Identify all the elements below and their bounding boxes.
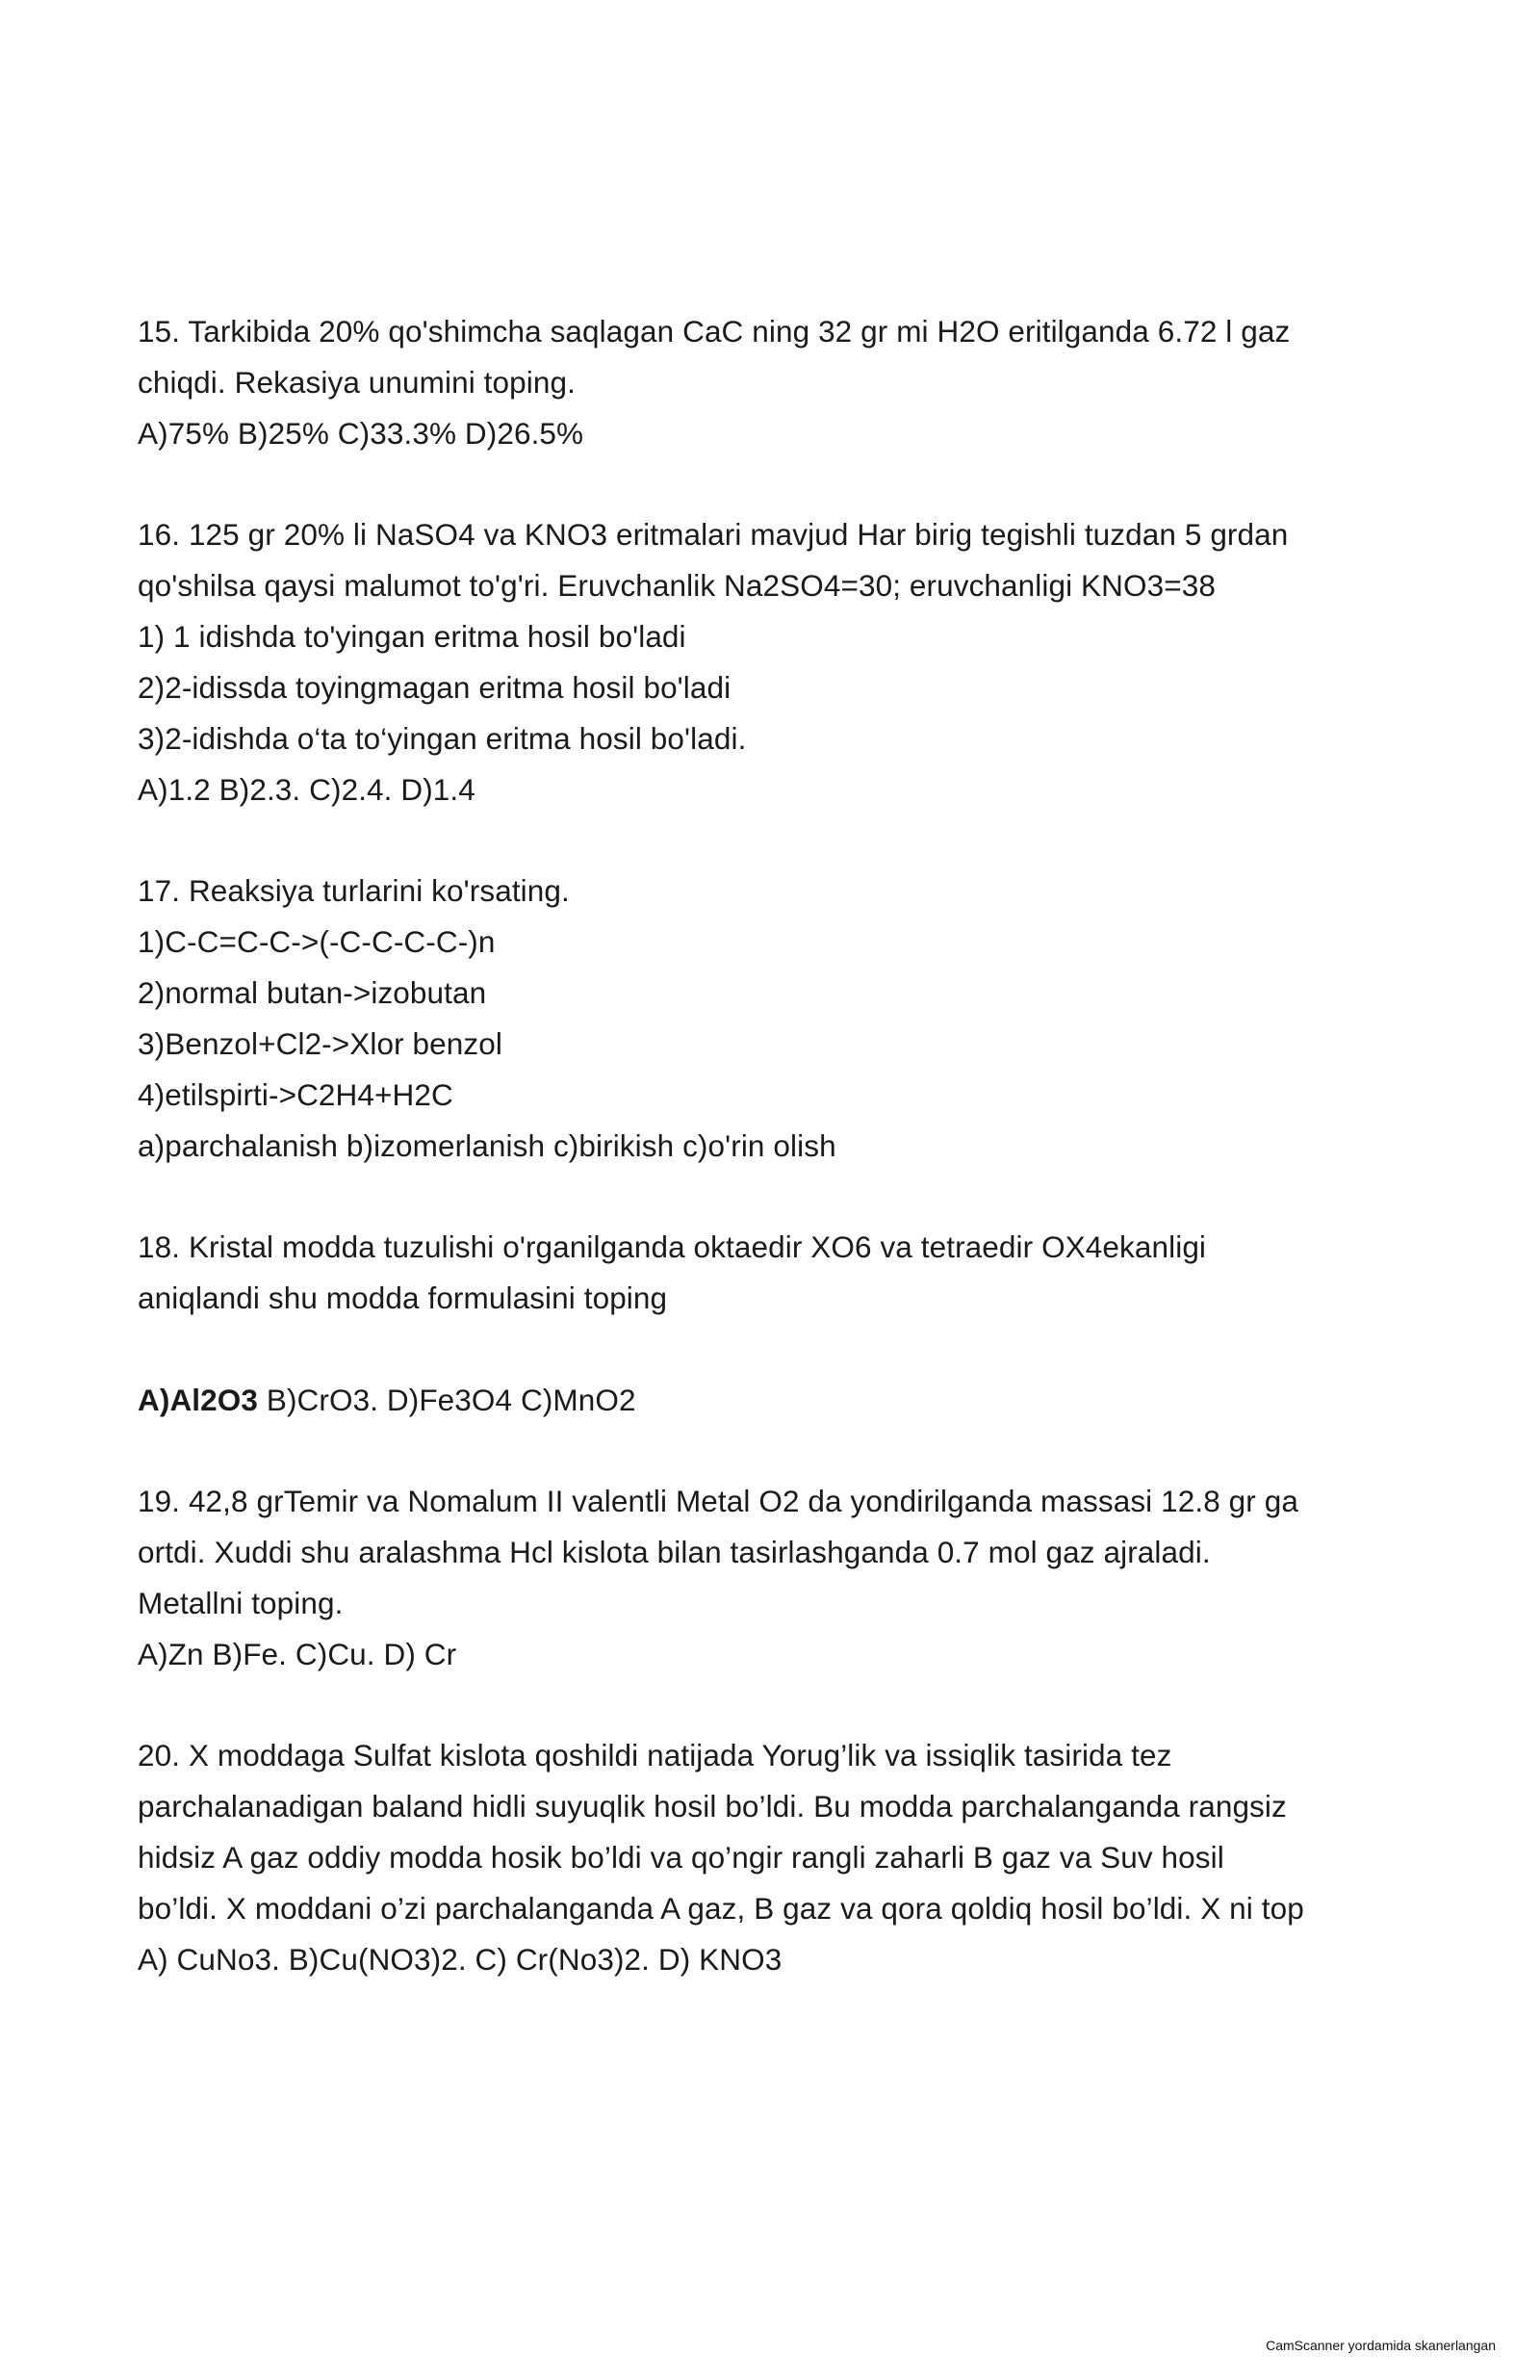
question-18-answer-rest: B)CrO3. D)Fe3O4 C)MnO2 <box>257 1383 636 1417</box>
question-15-line-1: 15. Tarkibida 20% qo'shimcha saqlagan CaC ning 32 gr mi H2O eritilganda 6.72 l gaz <box>138 314 1291 349</box>
question-16-statement-2: 2)2-idissda toyingmagan eritma hosil bo'ladi <box>138 670 732 705</box>
question-16-line-2: qo'shilsa qaysi malumot to'g'ri. Eruvchanlik Na2SO4=30; eruvchanligi KNO3=38 <box>138 568 1216 603</box>
question-16 <box>138 509 1418 815</box>
question-17 <box>138 866 1418 1172</box>
question-17-line-1: 17. Reaksiya turlarini ko'rsating. <box>138 873 570 908</box>
question-18-line-2: aniqlandi shu modda formulasini toping <box>138 1281 668 1315</box>
question-18-answer-bold: A)Al2O3 <box>138 1383 258 1417</box>
question-17-options: a)parchalanish b)izomerlanish c)birikish c)o'rin olish <box>138 1128 836 1163</box>
question-19-line-3: Metallni toping. <box>138 1586 344 1620</box>
question-20-line-1: 20. X moddaga Sulfat kislota qoshildi natijada Yorug’lik va issiqlik tasirida tez <box>138 1738 1172 1772</box>
question-17-reaction-3: 3)Benzol+Cl2->Xlor benzol <box>138 1026 502 1061</box>
question-20-options: A) CuNo3. B)Cu(NO3)2. C) Cr(No3)2. D) KNO3 <box>138 1942 783 1977</box>
question-16-line-1: 16. 125 gr 20% li NaSO4 va KNO3 eritmalari mavjud Har birig tegishli tuzdan 5 grdan <box>138 517 1289 552</box>
question-17-reaction-2: 2)normal butan->izobutan <box>138 975 487 1010</box>
question-19-line-2: ortdi. Xuddi shu aralashma Hcl kislota bilan tasirlashganda 0.7 mol gaz ajraladi. <box>138 1535 1211 1569</box>
question-15-line-2: chiqdi. Rekasiya unumini toping. <box>138 365 576 400</box>
scanner-watermark: CamScanner yordamida skanerlangan <box>1266 2338 1496 2353</box>
question-20-line-2: parchalanadigan baland hidli suyuqlik hosil bo’ldi. Bu modda parchalanganda rangsiz <box>138 1789 1287 1824</box>
question-18-options <box>138 1375 1418 1426</box>
question-20 <box>138 1730 1418 1985</box>
question-19-options: A)Zn B)Fe. C)Cu. D) Cr <box>138 1637 457 1671</box>
question-18-spacer <box>138 1324 1418 1375</box>
question-17-reaction-4: 4)etilspirti->C2H4+H2C <box>138 1077 453 1112</box>
question-16-options: A)1.2 B)2.3. C)2.4. D)1.4 <box>138 772 475 807</box>
question-20-line-4: bo’ldi. X moddani o’zi parchalanganda A gaz, B gaz va qora qoldiq hosil bo’ldi. X ni top <box>138 1891 1304 1926</box>
document-content <box>138 306 1418 2035</box>
question-20-line-3: hidsiz A gaz oddiy modda hosik bo’ldi va qo’ngir rangli zaharli B gaz va Suv hosil <box>138 1840 1224 1875</box>
question-15 <box>138 306 1418 459</box>
question-16-statement-1: 1) 1 idishda to'yingan eritma hosil bo'ladi <box>138 619 686 654</box>
question-17-reaction-1: 1)C-C=C-C->(-C-C-C-C-)n <box>138 924 496 959</box>
question-18 <box>138 1222 1418 1426</box>
question-19 <box>138 1476 1418 1680</box>
question-18-line-1: 18. Kristal modda tuzulishi o'rganilganda oktaedir XO6 va tetraedir OX4ekanligi <box>138 1229 1207 1264</box>
question-19-line-1: 19. 42,8 grTemir va Nomalum II valentli Metal O2 da yondirilganda massasi 12.8 gr ga <box>138 1484 1298 1518</box>
question-15-options: A)75% B)25% C)33.3% D)26.5% <box>138 416 584 451</box>
question-16-statement-3: 3)2-idishda o‘ta to‘yingan eritma hosil bo'ladi. <box>138 721 747 756</box>
